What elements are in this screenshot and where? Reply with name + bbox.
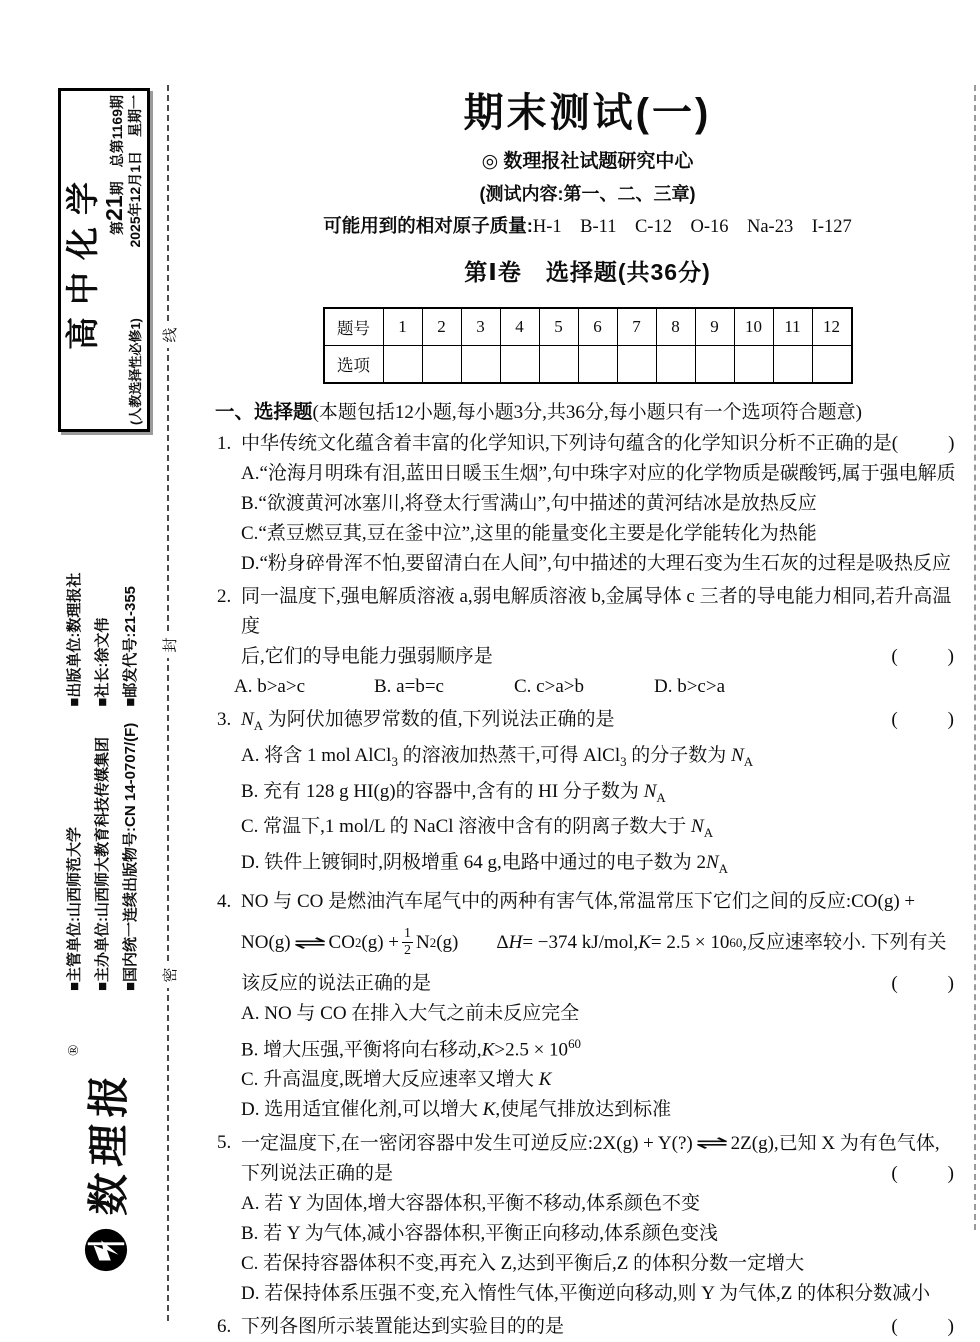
question-number-cell: 6 [578,308,617,346]
brand-logo-content [62,987,150,1273]
answer-cell [578,346,617,384]
answer-bracket: ( ) [891,646,958,667]
issue-line: 第21期 总第1169期 [101,95,127,235]
question-4-option-b: B. 增大压强,平衡将向右移动$,K>2.5 \times 10^{60}$ [241,1035,581,1061]
masthead-box [58,88,150,432]
publisher-info [60,433,148,993]
answer-table-option-row [324,346,852,384]
question-5-option-d: D. 若保持体系压强不变,充入惰性气体,平衡逆向移动,则 Y 为气体,Z 的体积分数减小 [241,1283,931,1305]
question-number-cell: 5 [539,308,578,346]
question-number-cell: 7 [617,308,656,346]
question-4-equation: NO(g) ⇌ CO 2 (g) + $\frac{1}{2}$ N 2 (g) Δ H = −374 kJ/mol, K = 2.5 × 10 60 ,反应速率较小. 下列有关 [241,926,947,959]
question-number-cell: 4 [500,308,539,346]
question-number-cell: 10 [734,308,773,346]
question-4-number: 4. [217,890,232,912]
question-3-stem: $N_A$ 为阿伏加德罗常数的值,下列说法正确的是 [241,709,615,733]
answer-cell [461,346,500,384]
byline: ◎ 数理报社试题研究中心 [481,151,694,172]
seal-char-xian: 线 [155,322,183,348]
atomic-mass-line [215,212,960,238]
issue-number: 21 [101,195,127,221]
publisher-line: ■出版单位:数理报社 [66,572,83,707]
brand-logo-block [60,985,152,1275]
publisher-line: ■主管单位:山西师范大学 [66,826,83,991]
question-1-stem: 中华传统文化蕴含着丰富的化学知识,下列诗句蕴含的化学知识分析不正确的是 [241,433,892,454]
part1-title: 第Ⅰ卷 选择题(共36分) [464,259,711,285]
answer-table [323,307,853,384]
publisher-line: ■国内统一连续出版物号:CN 14-0707/(F) [122,722,139,991]
publisher-line: ■主办单位:山西师大教育科技传媒集团 [94,736,111,991]
answer-cell [734,346,773,384]
question-3-option-d: D. 铁件上镀铜时,阴极增重 64 g,电路中通过的电子数为 $2N_A$ [241,852,728,876]
question-6-stem-line [241,1312,960,1342]
question-2-stem-line1: 同一温度下,强电解质溶液 a,弱电解质溶液 b,金属导体 c 三者的导电能力相同,若升高温度 [241,586,952,637]
masthead-content [63,93,145,427]
question-2-stem-line2 [241,642,960,672]
masthead-issue-block [101,95,144,248]
section1-note: (本题包括12小题,每小题3分,共36分,每小题只有一个选项符合题意) [312,402,862,423]
question-6-stem: 下列各图所示装置能达到实验目的的是 [241,1316,565,1338]
publisher-line: ■社长:徐文伟 [94,617,111,707]
question-5 [215,1128,960,1309]
answer-cell [500,346,539,384]
question-4-option-d: D. 选用适宜催化剂,可以增大 K,使尾气排放达到标准 [241,1099,672,1121]
publisher-info-content [61,435,147,991]
atomic-mass-label: 可能用到的相对原子质量: [323,215,533,236]
atomic-mass-values: H-1 B-11 C-12 O-16 Na-23 I-127 [532,217,852,237]
question-4 [215,887,960,1125]
question-2-option-a: A. b>a>c [234,676,306,697]
question-3-stem-line [241,705,960,741]
question-number-cell: 3 [461,308,500,346]
masthead-title: 高中化学 [66,170,102,350]
question-1-option-a: A.“沧海月明珠有泪,蓝田日暖玉生烟”,句中珠字对应的化学物质是碳酸钙,属于强电解质 [241,463,956,484]
question-6-number: 6. [217,1316,232,1338]
question-3-option-a: A. 将含 1 mol AlCl$_3$ 的溶液加热蒸干,可得 AlCl$_3$ 的分子数为 $N_A$ [241,744,754,769]
question-1-option-c: C.“煮豆燃豆萁,豆在釜中泣”,这里的能量变化主要是化学能转化为热能 [241,523,817,544]
question-1-stem-line [241,429,960,459]
question-number-cell: 1 [383,308,422,346]
seal-char-feng: 封 [155,632,183,658]
question-number-cell: 8 [656,308,695,346]
answer-cell [812,346,852,384]
question-3-option-c: C. 常温下,1 mol/L 的 NaCl 溶液中含有的阴离子数大于 $N_A$ [241,816,714,841]
question-3 [215,705,960,884]
question-1-number: 1. [217,433,232,454]
answer-cell [695,346,734,384]
question-1-option-d: D.“粉身碎骨浑不怕,要留清白在人间”,句中描述的大理石变为生石灰的过程是吸热反应 [241,553,951,574]
question-5-option-c: C. 若保持容器体积不变,再充入 Z,达到平衡后,Z 的体积分数一定增大 [241,1253,805,1275]
question-5-stem2: 下列说法正确的是 [241,1163,394,1185]
question-5-stem-line2 [241,1159,960,1189]
question-2-number: 2. [217,586,232,607]
answer-cell [383,346,422,384]
question-5-option-a: A. 若 Y 为固体,增大容器体积,平衡不移动,体系颜色不变 [241,1193,700,1215]
question-1 [215,429,960,579]
answer-table-header-option: 选项 [324,346,384,384]
question-2-options-row [234,672,960,702]
answer-cell [656,346,695,384]
answer-cell [617,346,656,384]
brand-logo-icon [83,1227,129,1273]
question-2-option-c: C. c>a>b [514,676,584,697]
question-number-cell: 11 [773,308,812,346]
question-4-stem-line1: NO 与 CO 是燃油汽车尾气中的两种有害气体,常温常压下它们之间的反应:CO(g) + [241,890,916,912]
question-2-option-d: D. b>c>a [654,676,726,697]
answer-cell [422,346,461,384]
question-6 [215,1312,960,1342]
seal-fold-line [167,85,169,1321]
brand-name: 数理报 [87,1066,133,1217]
question-number-cell: 9 [695,308,734,346]
section1-title: 一、选择题 [215,401,313,423]
answer-cell [773,346,812,384]
question-4-stem-line2 [241,969,960,999]
publisher-line: ■邮发代号:21-355 [122,585,139,707]
question-1-option-b: B.“欲渡黄河冰塞川,将登太行雪满山”,句中描述的黄河结冰是放热反应 [241,493,817,514]
seal-char-mi: 密 [155,962,183,988]
publisher-col-left [61,723,147,991]
question-2 [215,582,960,702]
question-3-option-b: B. 充有 128 g HI(g)的容器中,含有的 HI 分子数为 $N_A$ [241,780,666,805]
question-3-number: 3. [217,709,232,730]
issue-date: 2025年12月1日 星期一 [127,95,143,248]
answer-table-header-number: 题号 [324,308,384,346]
masthead-subrow [101,95,144,425]
exam-content [215,0,960,1342]
section1-header [215,399,960,426]
question-2-stem2: 后,它们的导电能力强弱顺序是 [241,646,493,667]
question-4-option-a: A. NO 与 CO 在排入大气之前未反应完全 [241,1002,580,1024]
masthead-edition: (人教选择性必修1) [128,318,143,425]
answer-cell [539,346,578,384]
answer-bracket: ( ) [891,433,959,454]
question-number-cell: 12 [812,308,852,346]
answer-bracket: ( ) [891,1163,958,1185]
question-2-option-b: B. a=b=c [374,676,444,697]
question-5-stem-line1: 一定温度下,在一密闭容器中发生可逆反应:2X(g) + Y(?) ⇌ 2Z(g),已知 X 为有色气体, [241,1132,940,1155]
test-scope: (测试内容:第一、二、三章) [479,184,696,204]
question-4-stem2: 该反应的说法正确的是 [241,972,432,994]
answer-bracket: ( ) [891,709,958,730]
registered-mark: ® [66,1044,82,1056]
answer-bracket: ( ) [891,972,958,994]
publisher-col-right [61,573,147,707]
question-4-option-c: C. 升高温度,既增大反应速率又增大 K [241,1069,552,1091]
question-5-number: 5. [217,1132,232,1154]
answer-bracket: ( ) [891,1316,958,1338]
issue-total: 总第1169期 [109,95,125,168]
question-number-cell: 2 [422,308,461,346]
exam-title: 期末测试(一) [463,91,712,135]
question-5-option-b: B. 若 Y 为气体,减小容器体积,平衡正向移动,体系颜色变浅 [241,1223,718,1245]
answer-table-number-row [324,308,852,346]
right-fold-line [974,85,976,1230]
